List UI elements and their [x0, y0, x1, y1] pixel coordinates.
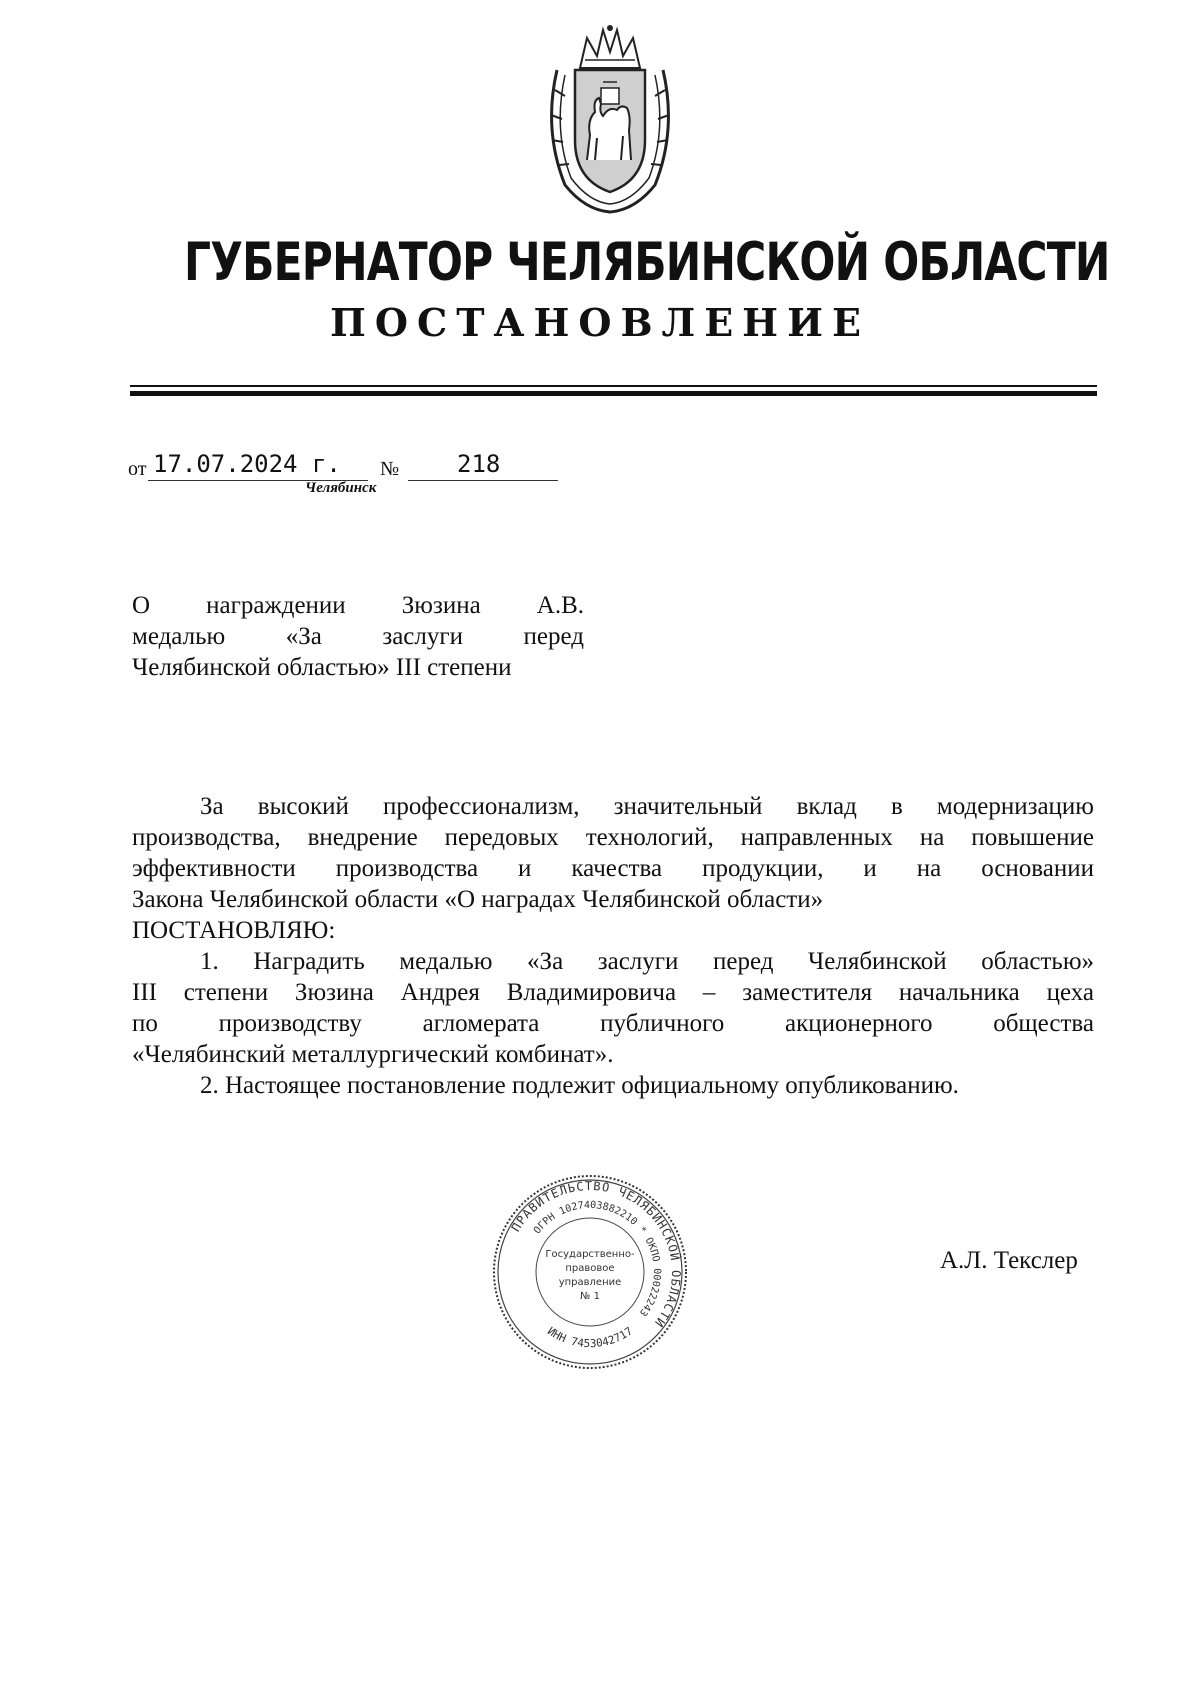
preamble-line: производства, внедрение передовых технологий, направленных на повышение	[132, 824, 1094, 851]
seal-center-line: № 1	[580, 1291, 600, 1302]
date-prefix: от	[128, 458, 147, 480]
issuer-title: ГУБЕРНАТОР ЧЕЛЯБИНСКОЙ ОБЛАСТИ	[184, 232, 1110, 293]
seal-center-line: управление	[558, 1277, 622, 1288]
svg-text:ИНН 7453042717	[545, 1324, 635, 1350]
subject-line: О награждении Зюзина А.В.	[132, 592, 584, 619]
number-underline	[408, 480, 558, 481]
document-subject	[132, 590, 584, 683]
item-1-line: по производству агломерата публичного акционерного общества	[132, 1010, 1094, 1037]
number-sign: №	[380, 458, 400, 480]
decree-word: ПОСТАНОВЛЯЮ:	[132, 917, 336, 944]
item-1-line: 1. Наградить медалью «За заслуги перед Челябинской областью»	[200, 948, 1094, 975]
official-seal	[490, 1172, 690, 1372]
document-body	[132, 791, 1094, 1101]
document-number: 218	[457, 450, 501, 478]
seal-center-line: правовое	[565, 1263, 615, 1274]
header-rule-thin	[130, 385, 1097, 387]
issue-city: Челябинск	[305, 480, 377, 496]
item-1-line: «Челябинский металлургический комбинат».	[132, 1041, 614, 1068]
seal-outer-text: ПРАВИТЕЛЬСТВО ЧЕЛЯБИНСКОЙ ОБЛАСТИ	[508, 1178, 684, 1331]
seal-ogrn-text: ОГРН 1027403882210 * ОКПО 00022243	[531, 1199, 663, 1318]
seal-inn-text: ИНН 7453042717	[544, 1324, 636, 1351]
preamble-line: эффективности производства и качества продукции, и на основании	[132, 855, 1094, 882]
subject-line: Челябинской областью» III степени	[132, 654, 512, 681]
document-type-title: ПОСТАНОВЛЕНИЕ	[330, 300, 870, 345]
seal-center-line: Государственно-	[545, 1249, 635, 1260]
signatory-name: А.Л. Текслер	[940, 1247, 1078, 1274]
preamble-line: Закона Челябинской области «О наградах Челябинской области»	[132, 886, 824, 913]
preamble-line: За высокий профессионализм, значительный вклад в модернизацию	[200, 793, 1094, 820]
item-2: 2. Настоящее постановление подлежит официальному опубликованию.	[200, 1072, 959, 1099]
subject-line: медалью «За заслуги перед	[132, 623, 584, 650]
coat-of-arms-emblem	[535, 20, 685, 215]
document-date: 17.07.2024 г.	[153, 450, 341, 478]
header-rule-thick	[130, 391, 1097, 396]
item-1-line: III степени Зюзина Андрея Владимировича – заместителя начальника цеха	[132, 979, 1094, 1006]
